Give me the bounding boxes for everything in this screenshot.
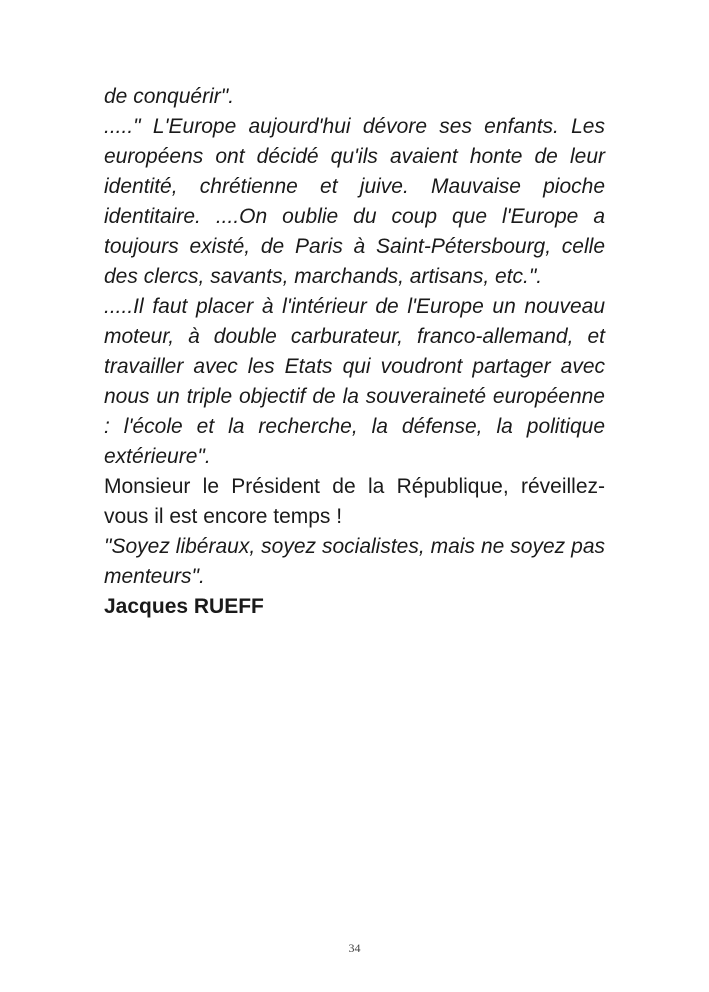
- quote-motor-paragraph: .....Il faut placer à l'intérieur de l'Europe un nouveau moteur, à double carburateur, franco-allemand, et travailler avec les Etats qui voudront partager avec nous un triple objectif de la souveraineté européenne : l'école et la recherche, la défense, la politique extérieure".: [104, 295, 605, 468]
- quote-ending-paragraph: de conquérir".: [104, 85, 235, 108]
- appeal-paragraph: Monsieur le Président de la République, réveillez-vous il est encore temps !: [104, 475, 605, 528]
- quote-europe-paragraph: ....." L'Europe aujourd'hui dévore ses enfants. Les européens ont décidé qu'ils avaient honte de leur identité, chrétienne et juive. Mauvaise pioche identitaire. ....On oublie du coup que l'Europe a toujours existé, de Paris à Saint-Pétersbourg, celle des clercs, savants, marchands, artisans, etc.".: [104, 115, 605, 288]
- citation-paragraph: "Soyez libéraux, soyez socialistes, mais ne soyez pas menteurs".: [104, 535, 605, 588]
- page-number: 34: [348, 941, 361, 955]
- author-signature: Jacques RUEFF: [104, 595, 264, 618]
- body-text: [104, 82, 605, 622]
